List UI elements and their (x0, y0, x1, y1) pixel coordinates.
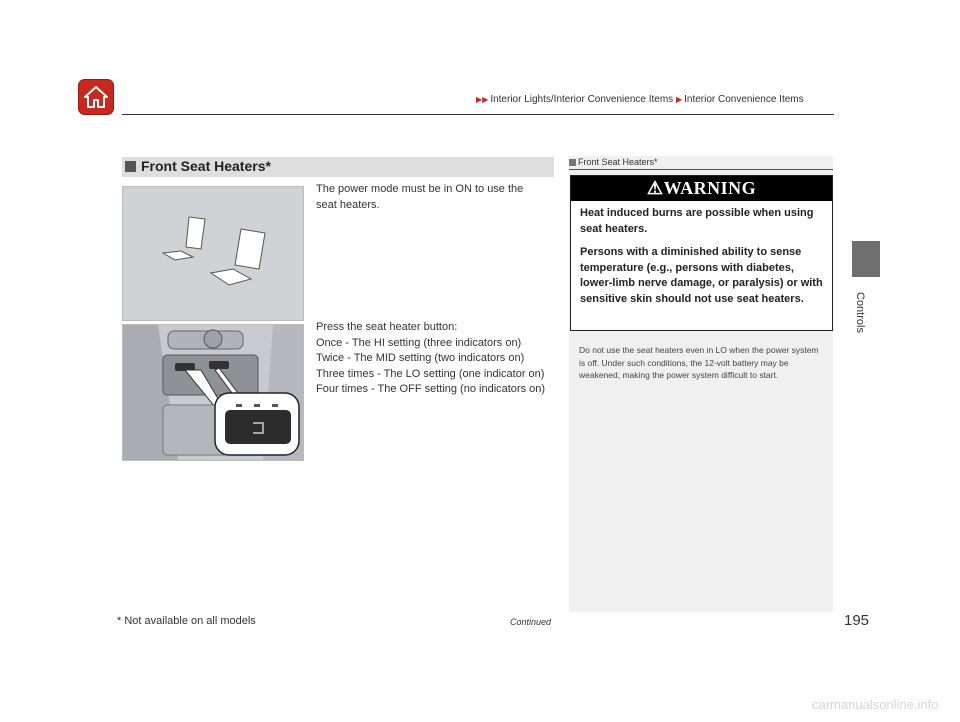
page-number: 195 (844, 612, 870, 629)
paragraph-line: seat heaters. (316, 198, 380, 211)
section-heading (122, 157, 554, 177)
breadcrumb (476, 94, 804, 105)
instruction-line: Press the seat heater button: (316, 321, 458, 333)
warning-title: WARNING (663, 178, 757, 198)
warning-banner (571, 176, 832, 201)
note-heading-text: Front Seat Heaters* (578, 157, 658, 167)
warning-paragraph-1: Heat induced burns are possible when using seat heaters. (580, 207, 814, 235)
instruction-line: Three times - The LO setting (one indicator on) (316, 367, 545, 380)
breadcrumb-arrow-icon: ▶ (675, 95, 683, 104)
breadcrumb-arrow-icon: ▶▶ (476, 95, 489, 104)
power-mode-paragraph (316, 182, 523, 213)
note-heading (569, 157, 658, 167)
warning-paragraph-2: Persons with a diminished ability to sense temperature (e.g., persons with diabetes, lower-limb nerve damage, or paralysis) or with sensitive skin should not use seat heaters. (580, 246, 823, 305)
seat-heater-location-illustration (122, 186, 304, 321)
watermark: carmanualsonline.info (812, 697, 939, 712)
home-button[interactable] (78, 79, 114, 115)
paragraph-line: The power mode must be in ON to use the (316, 183, 524, 195)
instruction-line: Four times - The OFF setting (no indicators on) (316, 383, 546, 395)
breadcrumb-part1[interactable]: Interior Lights/Interior Convenience Items (490, 94, 674, 105)
instruction-line: Once - The HI setting (three indicators on) (316, 336, 522, 349)
breadcrumb-part2[interactable]: Interior Convenience Items (684, 94, 804, 105)
section-title: Front Seat Heaters* (141, 158, 271, 174)
home-icon (83, 84, 109, 110)
warning-body (571, 201, 832, 307)
instruction-line: Twice - The MID setting (two indicators on) (316, 352, 525, 364)
chapter-label: Controls (854, 292, 866, 333)
warning-box (570, 175, 833, 331)
note-divider (569, 169, 833, 170)
continued-label: Continued (510, 617, 552, 627)
chapter-tab[interactable] (852, 241, 880, 277)
seat-heater-button-illustration (122, 324, 304, 461)
button-instructions-paragraph (316, 320, 545, 398)
warning-triangle-icon: ⚠ (646, 178, 664, 198)
section-marker-icon (125, 161, 136, 172)
note-text: Do not use the seat heaters even in LO when the power system is off. Under such conditions, the 12-volt battery may be weakened, making the power system difficult to start. (579, 345, 819, 380)
footnote: * Not available on all models (117, 615, 256, 627)
header-divider (122, 114, 834, 115)
note-marker-icon (569, 159, 576, 166)
